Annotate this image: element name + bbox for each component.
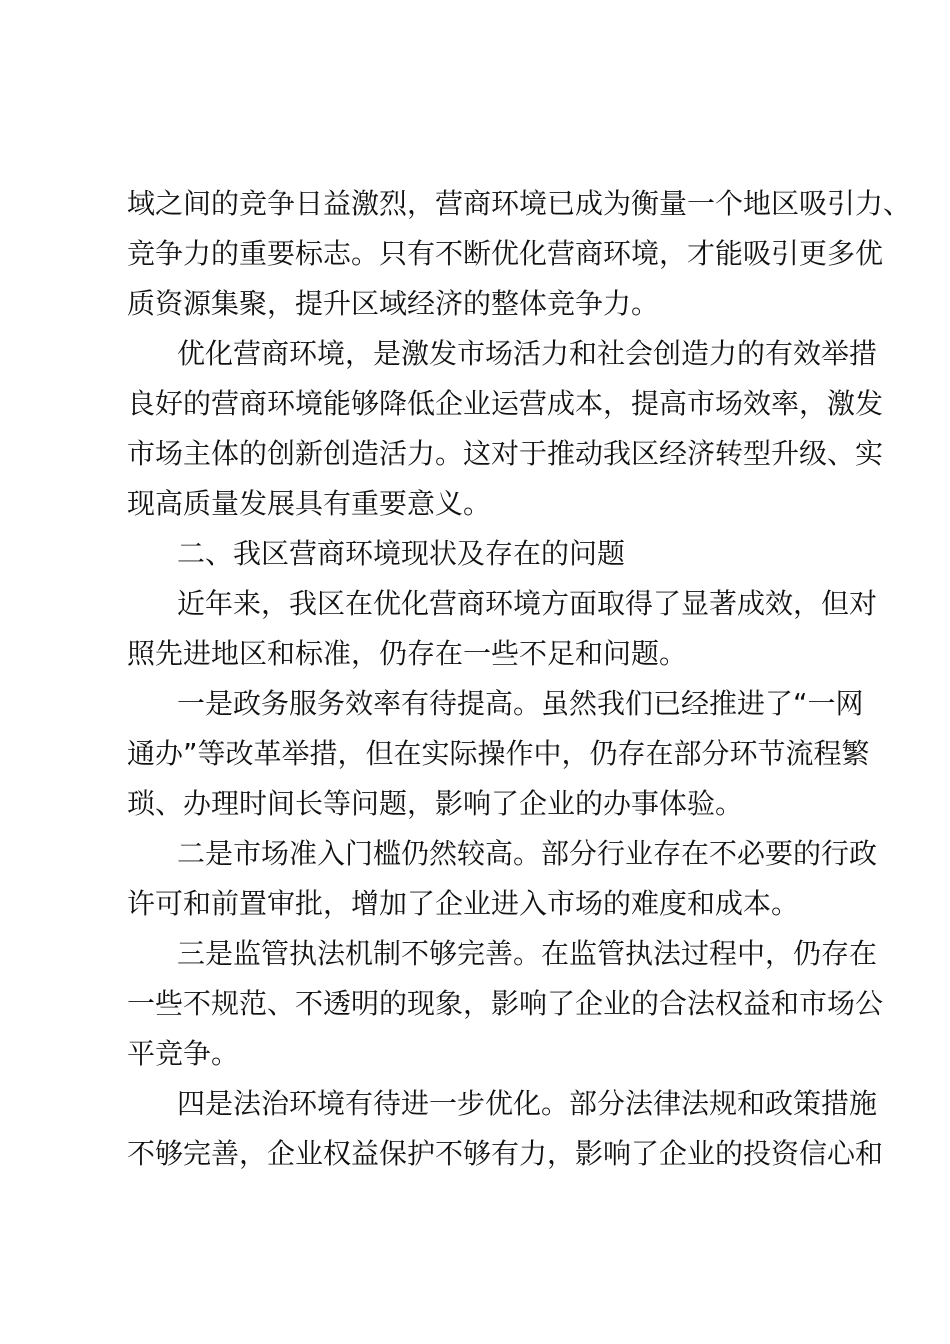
paragraph-start-line: 一是政务服务效率有待提高。虽然我们已经推进了“一网: [177, 687, 864, 720]
paragraph-start-line: 优化营商环境，是激发市场活力和社会创造力的有效举措: [177, 337, 878, 370]
text-line: 通办”等改革举措，但在实际操作中，仍存在部分环节流程繁: [127, 737, 870, 770]
body-text: [127, 179, 912, 1179]
text-line: 琐、办理时间长等问题，影响了企业的办事体验。: [127, 787, 744, 820]
text-line: 市场主体的创新创造活力。这对于推动我区经济转型升级、实: [127, 437, 884, 470]
paragraph-start-line: 三是监管执法机制不够完善。在监管执法过程中，仍存在: [177, 937, 878, 970]
text-line: 质资源集聚，提升区域经济的整体竞争力。: [127, 287, 660, 320]
text-line: 照先进地区和标准，仍存在一些不足和问题。: [127, 637, 688, 670]
paragraph-start-line: 近年来，我区在优化营商环境方面取得了显著成效，但对: [177, 587, 878, 620]
text-line: 现高质量发展具有重要意义。: [127, 487, 492, 520]
text-line: 许可和前置审批，增加了企业进入市场的难度和成本。: [127, 887, 800, 920]
text-line: 平竞争。: [127, 1037, 240, 1070]
text-line: 竞争力的重要标志。只有不断优化营商环境，才能吸引更多优: [127, 237, 884, 270]
section-heading: 二、我区营商环境现状及存在的问题: [177, 537, 626, 570]
text-line: 一些不规范、不透明的现象，影响了企业的合法权益和市场公: [127, 987, 884, 1020]
text-line: 不够完善，企业权益保护不够有力，影响了企业的投资信心和: [127, 1137, 884, 1170]
paragraph-start-line: 二是市场准入门槛仍然较高。部分行业存在不必要的行政: [177, 837, 878, 870]
text-line: 域之间的竞争日益激烈，营商环境已成为衡量一个地区吸引力、: [127, 187, 912, 220]
text-line: 良好的营商环境能够降低企业运营成本，提高市场效率，激发: [127, 387, 884, 420]
paragraph-start-line: 四是法治环境有待进一步优化。部分法律法规和政策措施: [177, 1087, 878, 1120]
